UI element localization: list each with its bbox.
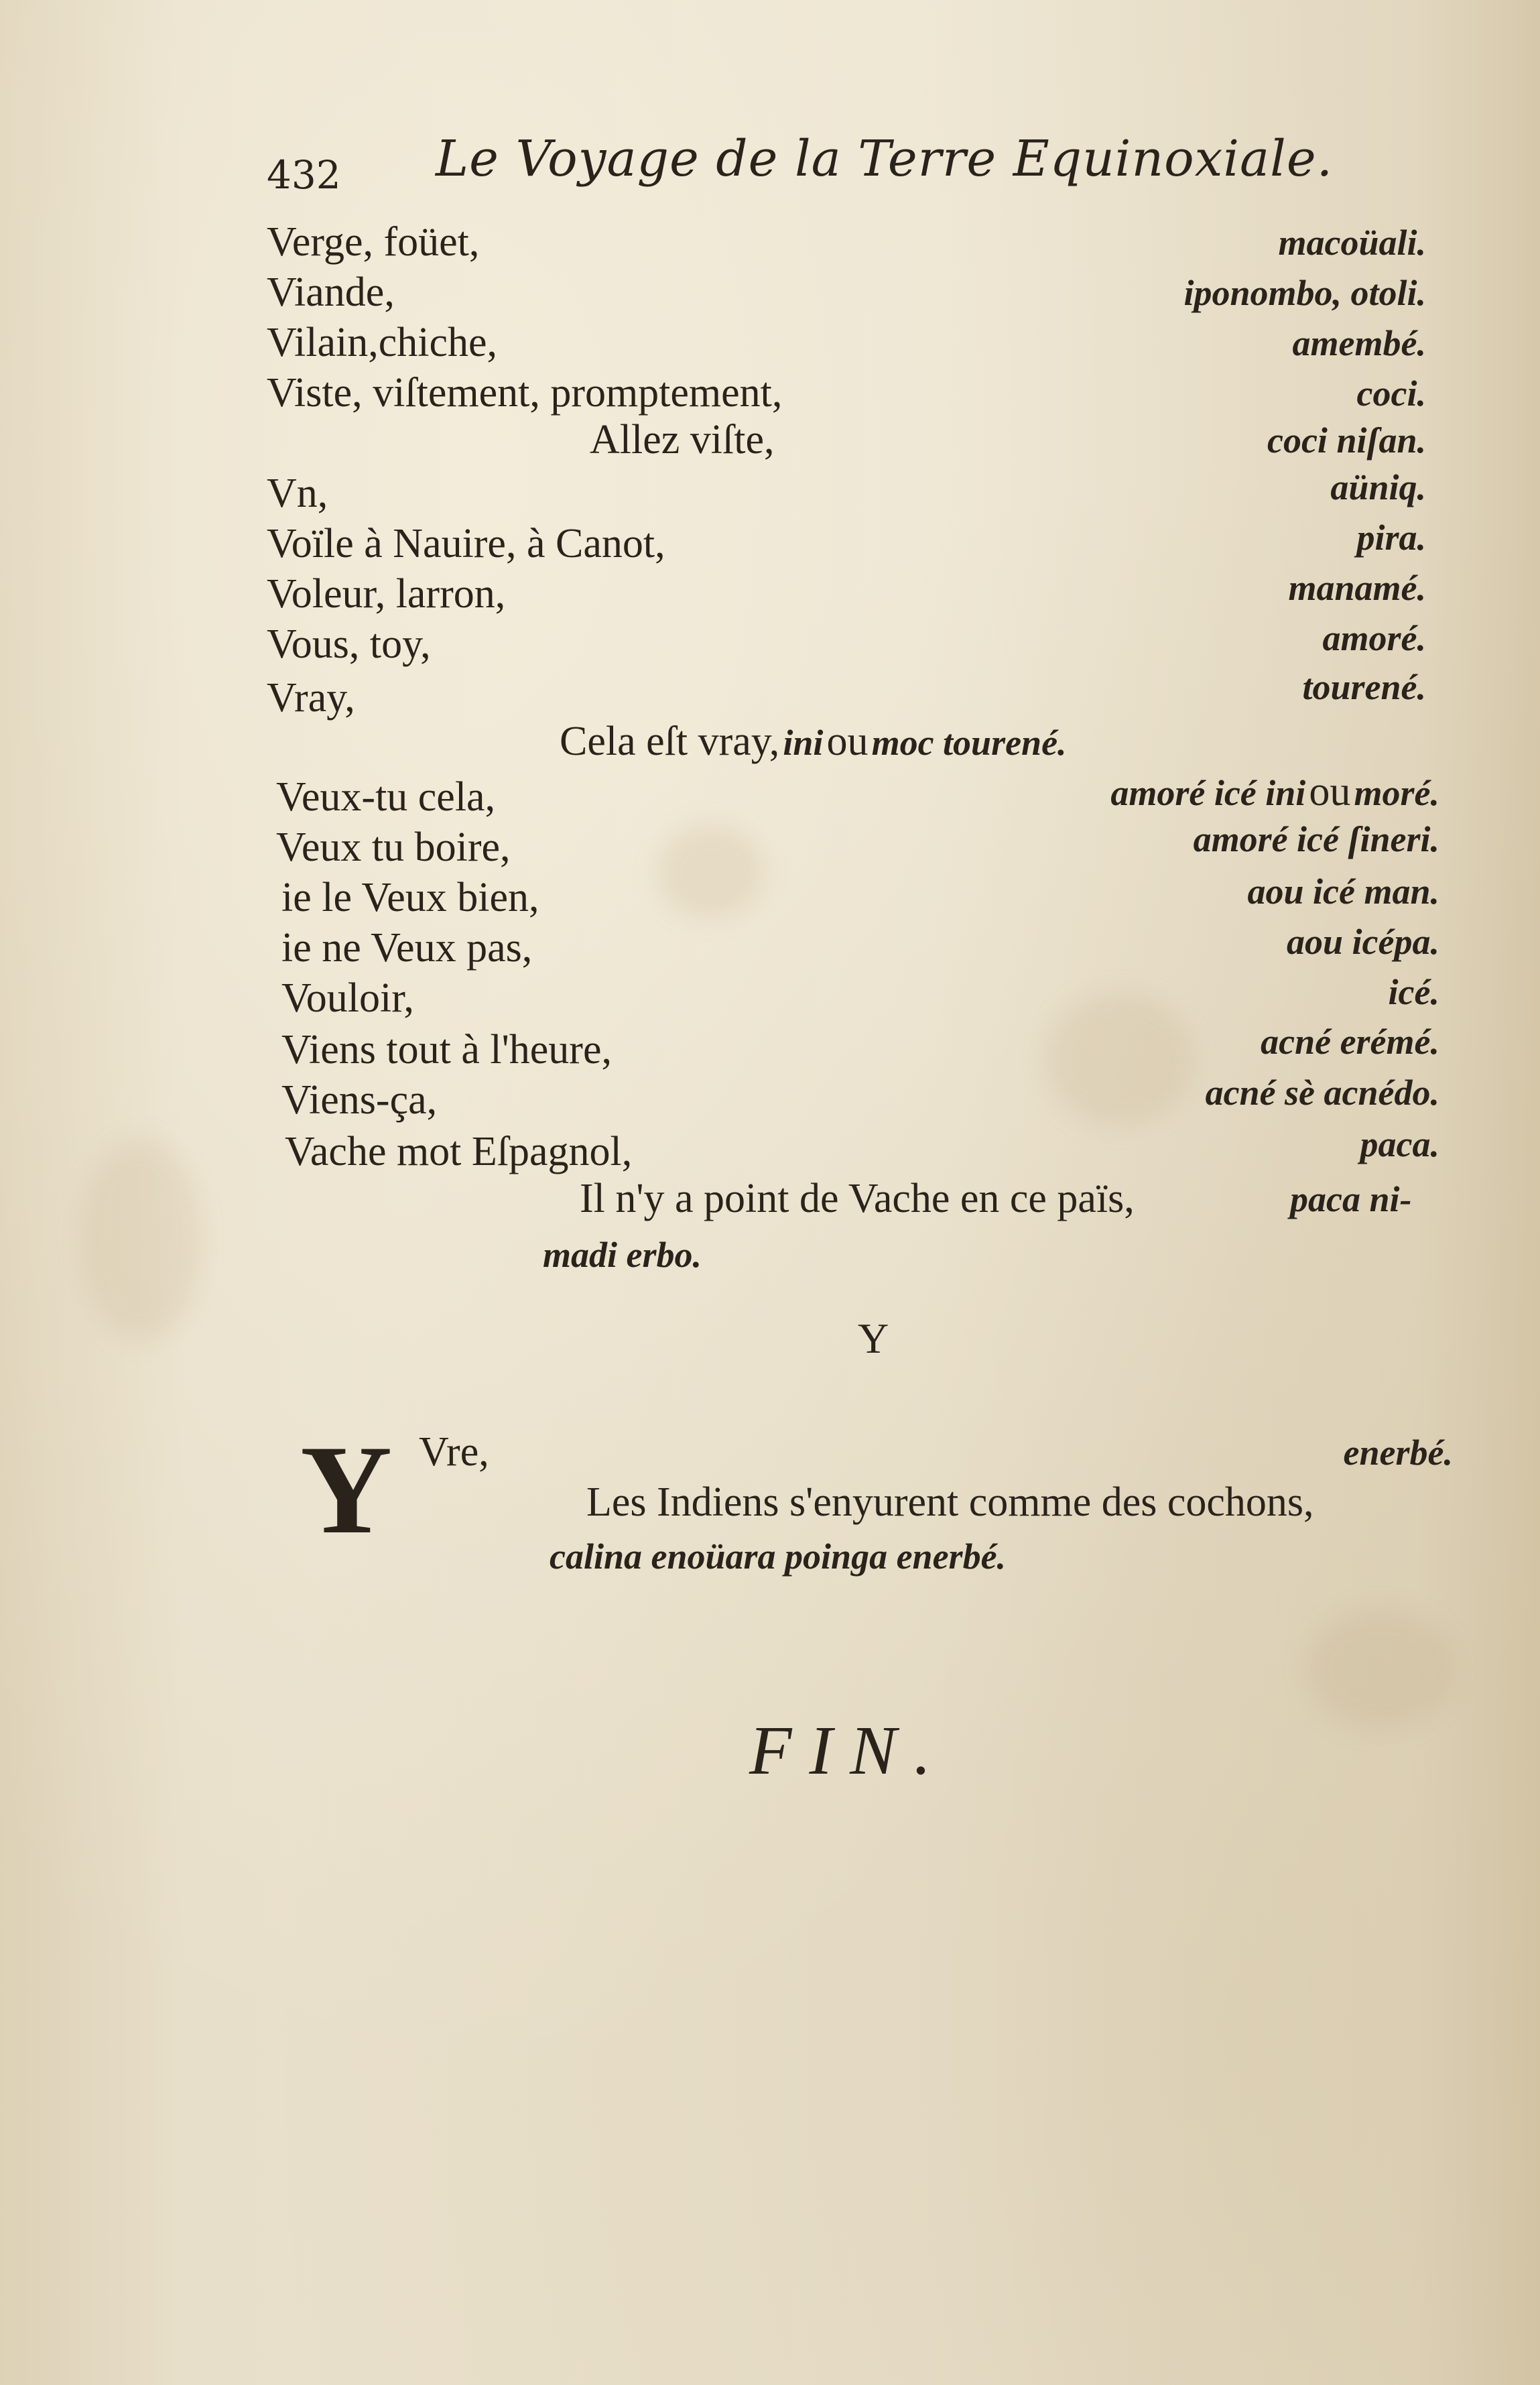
entry-connector: ou [1309, 769, 1351, 814]
entry-french: Veux tu boire, [276, 824, 511, 870]
entry-native: amoré. [1322, 618, 1426, 658]
running-title: Le Voyage de la Terre Equinoxiale. [436, 130, 1334, 188]
entry-french: Veux-tu cela, [276, 774, 496, 820]
entry-native-part: moré. [1354, 773, 1439, 813]
entry-native: aou icépa. [1287, 922, 1439, 962]
entry-native: aüniq. [1330, 467, 1426, 507]
entry-native: coci niſan. [1267, 420, 1426, 461]
paper-stain [1045, 992, 1193, 1126]
entry-french: Viande, [267, 269, 395, 315]
section-letter: Y [858, 1314, 889, 1362]
entry-french: Verge, foüet, [267, 219, 480, 265]
entry-french: Vouloir, [281, 975, 414, 1021]
entry-french: ie le Veux bien, [281, 875, 539, 920]
page-number: 432 [267, 152, 341, 198]
vache-example-native: paca ni- [1290, 1179, 1412, 1219]
entry-native: aou icé man. [1247, 871, 1439, 912]
paper-stain [80, 1140, 201, 1341]
entry-native: coci. [1356, 373, 1426, 414]
entry-native: manamé. [1288, 568, 1426, 608]
example-connector: ou [826, 719, 869, 764]
example-native: ini [783, 723, 824, 763]
entry-french: Voleur, larron, [267, 571, 506, 617]
entry-native [1110, 771, 1439, 812]
entry-french: ie ne Veux pas, [281, 925, 533, 971]
entry-french: Voïle à Nauire, à Canot, [267, 521, 665, 566]
entry-french: Vray, [267, 675, 355, 721]
entry-native: amoré icé ſineri. [1193, 819, 1439, 859]
yvre-example-roman: Les Indiens s'enyurent comme des cochons, [586, 1479, 1314, 1525]
example-native: moc tourené. [871, 723, 1067, 763]
entry-french: Viens-ça, [281, 1077, 438, 1123]
entry-french-example: Allez viſte, [590, 417, 775, 463]
vray-example [560, 721, 1067, 762]
entry-native: pira. [1356, 517, 1426, 558]
entry-native-part: amoré icé ini [1110, 773, 1306, 813]
yvre-example-native: calina enoüara poinga enerbé. [550, 1536, 1007, 1577]
entry-native: iponombo, otoli. [1183, 273, 1426, 313]
entry-french: Vous, toy, [267, 621, 431, 667]
example-roman: Cela eſt vray, [560, 719, 780, 764]
fin-colophon: FIN. [749, 1712, 949, 1789]
entry-french: Vache mot Eſpagnol, [285, 1129, 633, 1174]
entry-native: paca. [1360, 1124, 1439, 1164]
entry-native: macoüali. [1278, 223, 1426, 263]
drop-cap: Y [300, 1420, 393, 1561]
entry-native: icé. [1388, 972, 1439, 1012]
entry-native: tourené. [1302, 667, 1426, 707]
entry-french: Vre, [419, 1429, 489, 1475]
vache-example-roman: Il n'y a point de Vache en ce païs, [580, 1176, 1135, 1221]
entry-native: enerbé. [1343, 1432, 1453, 1473]
entry-native: amembé. [1292, 323, 1426, 363]
entry-french: Vilain,chiche, [267, 320, 498, 365]
paper-stain [657, 824, 764, 918]
paper-stain [1307, 1609, 1454, 1729]
entry-french: Viens tout à l'heure, [281, 1027, 612, 1073]
vache-example-native-cont: madi erbo. [543, 1235, 702, 1275]
entry-french: Vn, [267, 471, 328, 516]
entry-french: Viste, viſtement, promptement, [267, 370, 783, 416]
entry-native: acné sè acnédo. [1205, 1073, 1439, 1113]
entry-native: acné erémé. [1261, 1022, 1439, 1062]
